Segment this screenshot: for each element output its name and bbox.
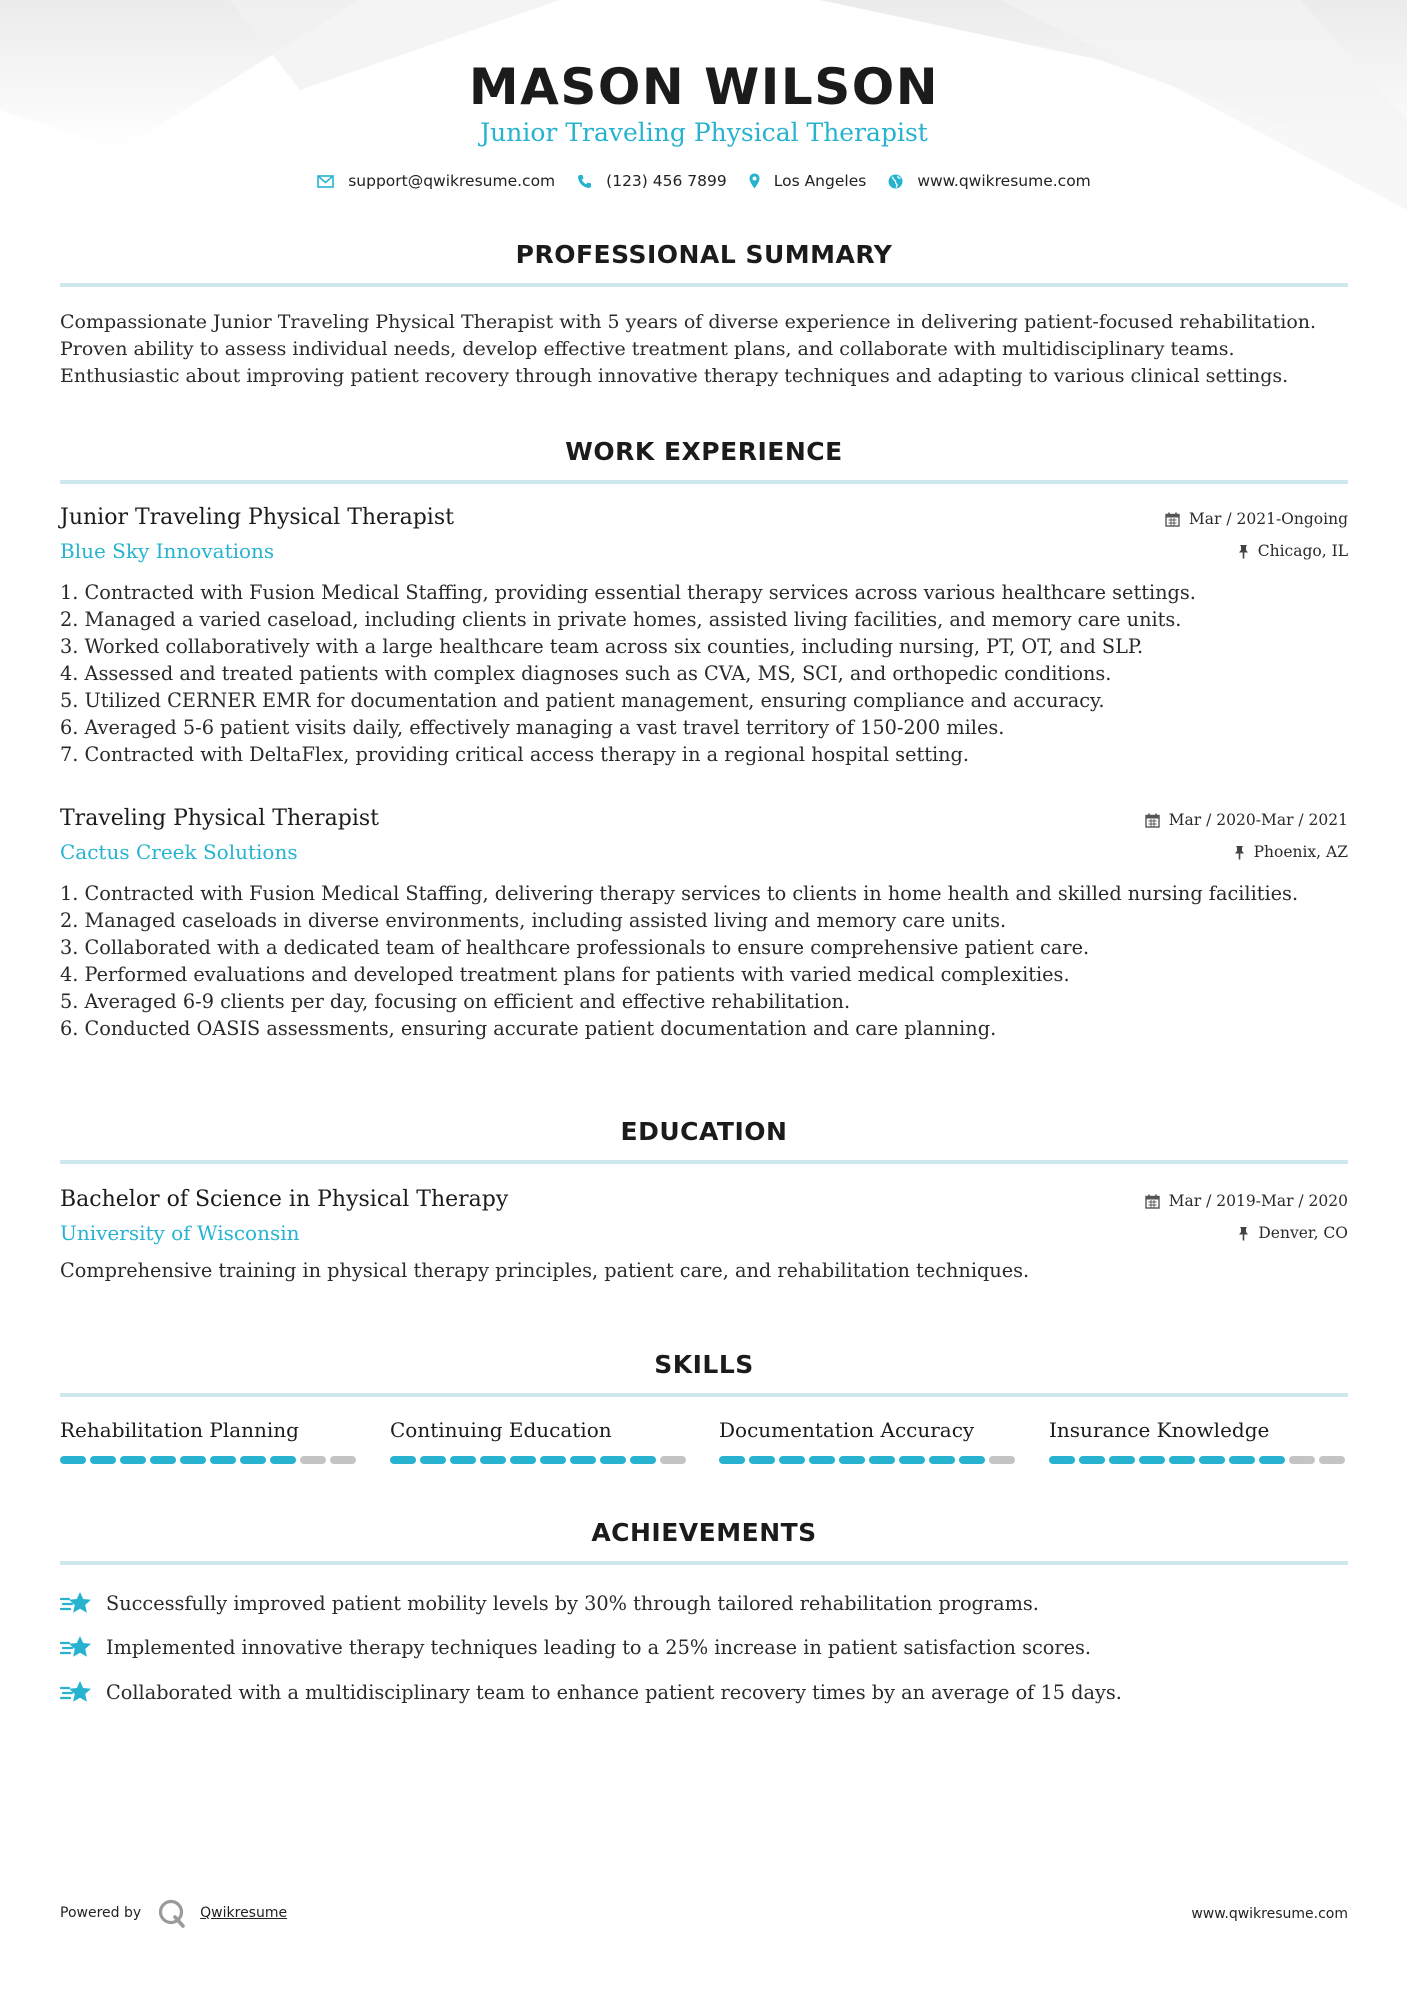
job-title: Traveling Physical Therapist — [60, 806, 380, 831]
calendar-icon — [1165, 512, 1180, 527]
contact-website[interactable] — [888, 172, 1090, 190]
skill-segment-filled — [749, 1456, 775, 1464]
skill-segment-empty — [989, 1456, 1015, 1464]
achievement-text: Collaborated with a multidisciplinary team to enhance patient recovery times by an average of 15 days. — [106, 1680, 1122, 1704]
skill-segment-filled — [869, 1456, 895, 1464]
achievement-item — [60, 1589, 1039, 1617]
skill-level-bar — [1049, 1456, 1349, 1464]
education-date-text: Mar / 2019-Mar / 2020 — [1168, 1192, 1348, 1210]
achievement-text: Successfully improved patient mobility levels by 30% through tailored rehabilitation programs. — [106, 1591, 1039, 1615]
skill-segment-filled — [90, 1456, 116, 1464]
duty-item: 7. Contracted with DeltaFlex, providing critical access therapy in a regional hospital setting. — [60, 743, 970, 766]
achievement-item — [60, 1633, 1091, 1661]
job-location-text: Chicago, IL — [1257, 542, 1348, 560]
degree-title: Bachelor of Science in Physical Therapy — [60, 1187, 509, 1212]
duty-item: 3. Worked collaboratively with a large healthcare team across six counties, including nursing, PT, OT, and SLP. — [60, 635, 1144, 658]
skill-name: Insurance Knowledge — [1049, 1418, 1270, 1442]
footer-powered-by — [60, 1898, 287, 1928]
achievement-item — [60, 1678, 1122, 1706]
skill-segment-filled — [1079, 1456, 1105, 1464]
skill-item — [1049, 1418, 1349, 1464]
duty-item: 4. Performed evaluations and developed treatment plans for patients with varied medical complexities. — [60, 963, 1070, 986]
skill-segment-filled — [240, 1456, 266, 1464]
contact-location — [749, 172, 867, 190]
calendar-icon — [1145, 813, 1160, 828]
skill-level-bar — [60, 1456, 360, 1464]
skill-segment-filled — [210, 1456, 236, 1464]
education-location-text: Denver, CO — [1258, 1224, 1348, 1242]
skill-segment-filled — [60, 1456, 86, 1464]
shooting-star-icon — [60, 1589, 93, 1617]
skill-segment-filled — [929, 1456, 955, 1464]
skill-name: Continuing Education — [390, 1418, 612, 1442]
achievements-heading: ACHIEVEMENTS — [591, 1518, 817, 1547]
skill-segment-filled — [180, 1456, 206, 1464]
contact-email-text: support@qwikresume.com — [348, 172, 556, 190]
skill-item — [719, 1418, 1019, 1464]
pin-icon — [1234, 845, 1245, 860]
phone-icon — [577, 174, 592, 189]
duty-item: 5. Averaged 6-9 clients per day, focusing on efficient and effective rehabilitation. — [60, 990, 851, 1013]
skill-item — [390, 1418, 690, 1464]
qwikresume-logo-icon — [157, 1898, 187, 1928]
powered-by-label: Powered by — [60, 1905, 142, 1921]
skill-segment-filled — [510, 1456, 536, 1464]
job-date-text: Mar / 2020-Mar / 2021 — [1168, 811, 1348, 829]
skill-segment-filled — [420, 1456, 446, 1464]
skill-level-bar — [390, 1456, 690, 1464]
globe-icon — [888, 174, 903, 189]
summary-heading: PROFESSIONAL SUMMARY — [515, 240, 893, 269]
contact-phone-text: (123) 456 7899 — [606, 172, 727, 190]
duty-item: 5. Utilized CERNER EMR for documentation and patient management, ensuring compliance and accuracy. — [60, 689, 1105, 712]
job-duties — [60, 880, 1298, 1042]
job-company: Cactus Creek Solutions — [60, 840, 298, 864]
skill-segment-filled — [779, 1456, 805, 1464]
skill-segment-empty — [1289, 1456, 1315, 1464]
skill-segment-empty — [300, 1456, 326, 1464]
skill-segment-filled — [899, 1456, 925, 1464]
skill-segment-filled — [450, 1456, 476, 1464]
candidate-name: MASON WILSON — [468, 58, 940, 116]
job-location — [1234, 843, 1348, 861]
skill-segment-filled — [1169, 1456, 1195, 1464]
skill-segment-filled — [480, 1456, 506, 1464]
job-title: Junior Traveling Physical Therapist — [60, 505, 454, 530]
skill-segment-filled — [390, 1456, 416, 1464]
contact-bar — [60, 172, 1348, 190]
duty-item: 2. Managed caseloads in diverse environments, including assisted living and memory care units. — [60, 909, 1007, 932]
job-location-text: Phoenix, AZ — [1253, 843, 1348, 861]
summary-text: Compassionate Junior Traveling Physical Therapist with 5 years of diverse experience in delivering patient-focused rehabilitation. Proven ability to assess individual needs, develop effective treatment plans, and collaborate with multidisciplinary teams. Enthusiastic about improving patient recovery through innovative therapy techniques and adapting to various clinical settings. — [60, 311, 1317, 387]
duty-item: 4. Assessed and treated patients with complex diagnoses such as CVA, MS, SCI, and orthopedic conditions. — [60, 662, 1112, 685]
duty-item: 6. Conducted OASIS assessments, ensuring accurate patient documentation and care planning. — [60, 1017, 997, 1040]
summary-divider — [60, 283, 1348, 287]
education-location — [1238, 1224, 1348, 1242]
contact-email[interactable] — [317, 172, 555, 190]
education-date — [1145, 1192, 1348, 1210]
qwikresume-link[interactable]: Qwikresume — [200, 1905, 288, 1921]
education-divider — [60, 1160, 1348, 1164]
skill-segment-filled — [1199, 1456, 1225, 1464]
job-date-text: Mar / 2021-Ongoing — [1188, 510, 1348, 528]
contact-website-text: www.qwikresume.com — [917, 172, 1091, 190]
pin-icon — [1238, 544, 1249, 559]
contact-phone[interactable] — [577, 172, 727, 190]
skill-segment-filled — [630, 1456, 656, 1464]
skill-segment-empty — [660, 1456, 686, 1464]
school-name: University of Wisconsin — [60, 1221, 300, 1245]
map-marker-icon — [749, 173, 760, 189]
experience-divider — [60, 480, 1348, 484]
duty-item: 6. Averaged 5-6 patient visits daily, effectively managing a vast travel territory of 150-200 miles. — [60, 716, 1005, 739]
skill-segment-filled — [1049, 1456, 1075, 1464]
skill-segment-filled — [719, 1456, 745, 1464]
footer-url[interactable]: www.qwikresume.com — [1191, 1906, 1348, 1922]
job-duties — [60, 579, 1196, 768]
envelope-icon — [317, 175, 334, 188]
achievement-text: Implemented innovative therapy techniques leading to a 25% increase in patient satisfaction scores. — [106, 1635, 1092, 1659]
skill-name: Rehabilitation Planning — [60, 1418, 299, 1442]
job-company: Blue Sky Innovations — [60, 539, 275, 563]
shooting-star-icon — [60, 1678, 93, 1706]
skill-segment-filled — [1109, 1456, 1135, 1464]
skill-segment-filled — [839, 1456, 865, 1464]
education-heading: EDUCATION — [620, 1117, 788, 1146]
candidate-role: Junior Traveling Physical Therapist — [480, 118, 928, 147]
shooting-star-icon — [60, 1633, 93, 1661]
skill-segment-filled — [1139, 1456, 1165, 1464]
duty-item: 3. Collaborated with a dedicated team of healthcare professionals to ensure comprehensive patient care. — [60, 936, 1090, 959]
duty-item: 1. Contracted with Fusion Medical Staffing, delivering therapy services to clients in home health and skilled nursing facilities. — [60, 882, 1299, 905]
skill-segment-filled — [120, 1456, 146, 1464]
skill-segment-filled — [809, 1456, 835, 1464]
skill-segment-filled — [270, 1456, 296, 1464]
skills-heading: SKILLS — [654, 1350, 754, 1379]
job-date — [1145, 811, 1348, 829]
duty-item: 2. Managed a varied caseload, including clients in private homes, assisted living facilities, and memory care units. — [60, 608, 1182, 631]
calendar-icon — [1145, 1194, 1160, 1209]
experience-heading: WORK EXPERIENCE — [565, 437, 843, 466]
skill-segment-filled — [959, 1456, 985, 1464]
skill-segment-filled — [600, 1456, 626, 1464]
skill-segment-filled — [1229, 1456, 1255, 1464]
skill-level-bar — [719, 1456, 1019, 1464]
skill-segment-filled — [540, 1456, 566, 1464]
education-description: Comprehensive training in physical therapy principles, patient care, and rehabilitation techniques. — [60, 1259, 1030, 1282]
skill-segment-empty — [330, 1456, 356, 1464]
achievements-divider — [60, 1561, 1348, 1565]
skill-segment-filled — [150, 1456, 176, 1464]
skill-segment-filled — [1259, 1456, 1285, 1464]
skills-divider — [60, 1393, 1348, 1397]
job-location — [1238, 542, 1348, 560]
job-date — [1165, 510, 1348, 528]
skill-segment-empty — [1319, 1456, 1345, 1464]
contact-location-text: Los Angeles — [773, 172, 867, 190]
duty-item: 1. Contracted with Fusion Medical Staffing, providing essential therapy services across various healthcare settings. — [60, 581, 1196, 604]
skill-item — [60, 1418, 360, 1464]
skill-name: Documentation Accuracy — [719, 1418, 975, 1442]
skill-segment-filled — [570, 1456, 596, 1464]
pin-icon — [1238, 1226, 1249, 1241]
